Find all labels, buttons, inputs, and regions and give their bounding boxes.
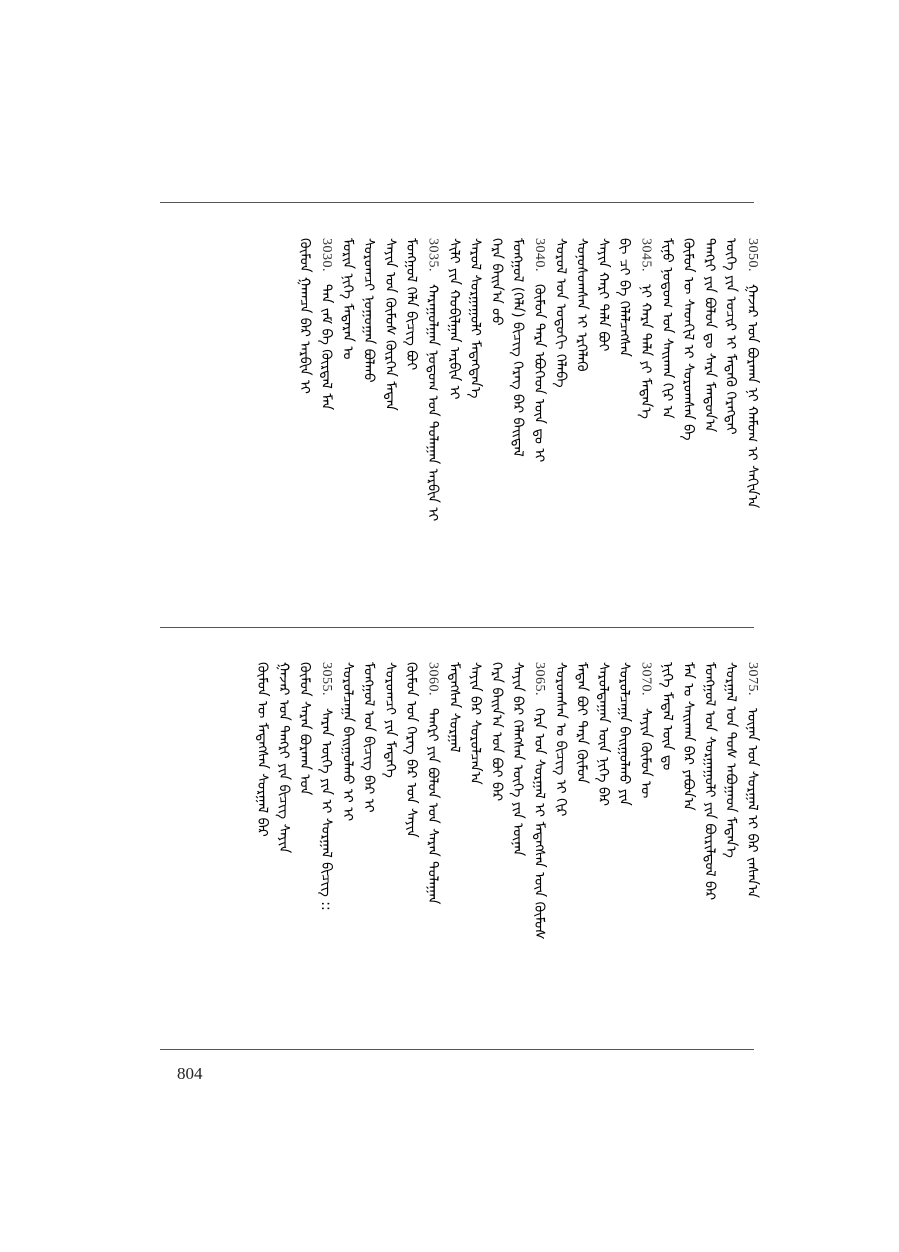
verse-column (531, 238, 551, 578)
verse-column (382, 662, 402, 1002)
mongolian-script-line: ᠰᠠᠷᠤᠯ ᠰᠤᠷᠭᠠᠭᠤᠯᠢ ᠮᠡᠳᠡᠭᠳᠡᠨ᠎ᠡ (467, 238, 484, 399)
mongolian-script-line: ᠰᠤᠷᠤᠯᠴᠠᠭᠠ ᠪᠠᠢᠭᠤᠯᠬᠤ ᠶᠢᠨ (616, 662, 633, 806)
line-number: 3055. (319, 662, 334, 696)
mongolian-script-line: ᠰᠠᠷᠤᠯᠳᠠᠭᠠᠨ ᠦᠨ ᠨᠢᠭᠡ ᠪᠡᠷ (594, 662, 611, 807)
line-number: 3030. (319, 238, 334, 272)
mongolian-script-line: ᠬᠦᠮᠦᠨ ᠦ ᠮᠡᠳᠡᠭᠰᠡᠨ ᠰᠤᠷᠭᠠᠯ ᠪᠡᠷ (254, 662, 271, 837)
mongolian-script-line: ᠰᠤᠷᠤᠯᠴᠠᠭᠠ ᠪᠠᠢᠭᠤᠯᠬᠤ ᠢ ᠢ (339, 662, 356, 822)
mongolian-script-line: ᠮᠣᠩᠭᠣᠯ ᠤᠨ ᠪᠢᠴᠢᠭ ᠪᠡᠷ ᠢ (360, 662, 377, 813)
mongolian-script-line: ᠬᠠᠷᠠᠭᠤᠯᠭᠠᠨ ᠨᠤᠲᠤᠭ ᠤᠨ ᠲᠤᠯᠠᠭᠠᠨ ᠠᠷᠪᠢᠨ ᠢ (424, 284, 441, 522)
upper-verse-block (160, 238, 760, 618)
verse-column (446, 662, 466, 1002)
mongolian-script-line: ᠦᠭᠡ ᠶᠢᠨ ᠤᠴᠢᠷ ᠢ ᠮᠡᠳᠡᠬᠦ ᠬᠡᠷᠡᠭᠲᠡᠢ (722, 238, 739, 435)
mongolian-script-line: ᠨᠢᠭᠡ ᠮᠡᠳᠡᠯ ᠦᠨ ᠳᠤ (658, 662, 675, 771)
verse-column (297, 238, 317, 578)
page-number: 804 (177, 1064, 203, 1083)
verse-column (616, 238, 636, 578)
mongolian-script-line: ᠲᠡᠩᠷᠢ ᠶᠢᠨ ᠪᠤᠯᠤᠨ ᠤᠨ ᠰᠠᠷᠠᠨ ᠲᠤᠯᠠᠭᠠᠨ (424, 708, 441, 905)
line-number: 3035. (425, 238, 441, 272)
mongolian-script-line: ᠨᠢ ᠬᠠᠷᠠ ᠲᠠᠯᠠ ᠶᠢ ᠮᠡᠳᠡᠨ᠎ᠡ (637, 284, 654, 419)
verse-column (403, 662, 423, 1002)
mongolian-script-line: ᠮᠡᠳᠡᠭᠰᠡᠨ ᠰᠤᠷᠭᠠᠯ (445, 662, 462, 753)
verse-column (339, 662, 359, 1002)
verse-column (254, 662, 274, 1002)
mongolian-script-line: ᠰᠤᠷᠤᠭᠴᠢ ᠶᠢᠨ ᠮᠡᠳᠡᠭᠡ (381, 662, 398, 778)
mongolian-script-line: ᠮᠢᠨᠤ ᠨᠤᠲᠤᠭ ᠤᠨ ᠰᠠᠢᠬᠠᠨ ᠬᠢᠷ ᠠ (658, 238, 675, 419)
mongolian-script-line: ᠬᠦᠮᠦᠨ ᠲᠡᠷᠡ ᠡᠪᠦᠭᠡᠳ ᠦᠨ ᠳᠤ ᠢ (531, 284, 547, 463)
mongolian-script-line: ᠰᠠᠶᠢᠨ ᠪᠡᠷ ᠰᠤᠷᠤᠯᠴᠠᠨ᠎ᠠ (467, 662, 484, 785)
verse-column (659, 662, 679, 1002)
verse-column (595, 238, 615, 578)
verse-column (616, 662, 636, 1002)
middle-rule (160, 627, 754, 628)
verse-column (659, 238, 679, 578)
mongolian-script-line: ᠰᠢᠯᠢ ᠶᠢᠨ ᠬᠤᠪᠢᠯᠭᠠᠨ ᠠᠷᠪᠢᠨ ᠢ (445, 238, 462, 400)
mongolian-script-line: ᠰᠤᠨᠤᠰᠤᠭᠰᠠᠨ ᠢ ᠡᠷᠬᠡᠯᠡᠬᠦ (573, 238, 590, 372)
verse-column (701, 662, 721, 1002)
mongolian-script-line: ᠰᠠᠶᠢᠨ ᠬᠠᠷᠢ ᠲᠠᠯᠠ ᠪᠤᠢ (594, 238, 611, 352)
verse-column (488, 238, 508, 578)
mongolian-script-line: ᠪᠢ ᠴᠢ ᠪᠠ ᠬᠡᠯᠡᠯᠴᠡᠭᠰᠡᠨ (616, 238, 633, 357)
verse-column (382, 238, 402, 578)
mongolian-script-line: ᠬᠦᠮᠦᠨ ᠤᠨ ᠬᠡᠷᠡᠭ ᠪᠡᠷ ᠤᠨ ᠰᠠᠶᠢᠨ (403, 662, 420, 838)
verse-column (638, 662, 658, 1002)
verse-column (723, 238, 743, 578)
verse-column (446, 238, 466, 578)
verse-column (339, 238, 359, 578)
line-number: 3050. (745, 238, 760, 272)
line-number: 3060. (425, 662, 441, 696)
verse-column (318, 662, 338, 1002)
verse-column (744, 238, 764, 578)
verse-column (318, 238, 338, 578)
mongolian-script-line: ᠮᠡᠳᠡᠨ ᠪᠤᠢ ᠲᠡᠷᠡ ᠬᠦᠮᠦᠨ (573, 662, 590, 784)
verse-column (361, 662, 381, 1002)
verse-column (680, 662, 700, 1002)
verse-column (744, 662, 764, 1002)
mongolian-script-line: ᠮᠠᠨ ᠤ ᠰᠠᠢᠬᠠᠨ ᠪᠡᠷ ᠶᠠᠪᠤᠨ᠎ᠠ (680, 662, 697, 811)
verse-column (467, 238, 487, 578)
mongolian-script-line: ᠰᠠᠶᠢᠨ ᠪᠡᠷ ᠬᠡᠯᠡᠭᠰᠡᠨ ᠦᠭᠡ ᠶᠢᠨ ᠦᠨᠡᠨ (509, 662, 526, 857)
line-number: 3075. (745, 662, 760, 696)
verse-column (403, 238, 423, 578)
mongolian-script-line: ᠬᠡᠷᠡ ᠪᠠᠢᠨ᠎ᠠ ᠤᠨ ᠪᠤᠢ ᠪᠡᠷ (488, 662, 505, 802)
verse-column (510, 238, 530, 578)
verse-column (275, 662, 295, 1002)
mongolian-script-line: ᠲᠡᠩᠷᠢ ᠶᠢᠨ ᠪᠤᠯᠤᠨ ᠳᠤ ᠰᠠᠷᠠ ᠮᠠᠨᠳᠤᠨ᠎ᠠ (701, 238, 718, 433)
verse-column (701, 238, 721, 578)
mongolian-script-line: ᠬᠦᠮᠦᠨ ᠭᠠᠭᠴᠠ ᠪᠡᠷ ᠠᠷᠪᠢᠨ ᠢ (296, 238, 313, 394)
verse-column (488, 662, 508, 1002)
verse-column (361, 238, 381, 578)
mongolian-script-line: ᠮᠤᠷᠢᠨ ᠨᠢᠭᠡ ᠮᠡᠳᠡᠷᠡᠨ ᠤ (339, 238, 356, 360)
mongolian-script-line: ᠬᠡᠷᠡ ᠤᠨ ᠰᠤᠷᠭᠠᠯ ᠢ ᠮᠡᠳᠡᠭᠰᠡᠨ ᠦᠨ ᠬᠦᠮᠦᠰ (531, 708, 547, 940)
mongolian-script-line: ᠮᠣᠩᠭᠣᠯ ᠤᠨ ᠰᠤᠷᠭᠠᠭᠤᠯᠢ ᠶᠢᠨ ᠪᠦᠷᠢᠯᠳᠦᠯ ᠪᠡᠷ (701, 662, 718, 901)
mongolian-script-line: ᠰᠤᠷᠤᠭᠴᠢ ᠨᠤᠭᠤᠭᠠᠨ ᠪᠤᠯᠬᠤ (360, 238, 377, 383)
lower-verse-block (160, 662, 760, 1042)
line-number: 3040. (532, 238, 547, 272)
mongolian-script-line: ᠮᠣᠩᠭᠣᠯ ᠬᠡᠯᠡ ᠪᠢᠴᠢᠭ ᠪᠤᠢ (403, 238, 420, 371)
verse-column (297, 662, 317, 1002)
verse-column (552, 238, 572, 578)
verse-column (425, 662, 445, 1002)
mongolian-script-line: ᠰᠠᠶᠢᠨ ᠬᠦᠮᠦᠨ ᠦ (637, 708, 654, 799)
verse-column (531, 662, 551, 1002)
top-rule (160, 202, 754, 203)
verse-column (510, 662, 530, 1002)
mongolian-script-line: ᠰᠤᠷᠭᠠᠯ ᠤᠨ ᠲᠤᠰ ᠠᠪᠤᠭᠠᠳ ᠮᠡᠳᠡᠨ᠎ᠡ (722, 662, 739, 858)
line-number: 3070. (638, 662, 654, 696)
verse-column (574, 238, 594, 578)
line-number: 3065. (532, 662, 547, 696)
mongolian-script-line: ᠬᠦᠮᠦᠨ ᠰᠠᠷᠠᠨ ᠪᠤᠷᠬᠠᠨ ᠤᠨ (296, 662, 313, 796)
line-number: 3045. (638, 238, 654, 272)
verse-column (552, 662, 572, 1002)
verse-column (467, 662, 487, 1002)
verse-column (723, 662, 743, 1002)
mongolian-script-line: ᠬᠡᠷᠡ ᠪᠠᠢᠨ᠎ᠠ ᠦᠦ (488, 238, 505, 326)
verse-column (680, 238, 700, 578)
mongolian-script-line: ᠦᠨᠡᠨ ᠤᠨ ᠰᠤᠷᠭᠠᠯ ᠢ ᠪᠡᠷ ᠵᠠᠰᠠᠨ᠎ᠠ (744, 708, 760, 898)
verse-column (595, 662, 615, 1002)
mongolian-script-line: ᠭᠠᠵᠠᠷ ᠤᠨ ᠪᠤᠷᠬᠠᠨ ᠨᠢ ᠬᠠᠮᠤᠭ ᠢ ᠰᠠᠬᠢᠨ᠎ᠠ (744, 284, 760, 509)
verse-column (574, 662, 594, 1002)
mongolian-script-line: ᠬᠦᠮᠦᠨ ᠦ ᠰᠡᠳᠬᠢᠯ ᠢ ᠰᠤᠷᠤᠭᠰᠠᠨ ᠪᠠ (680, 238, 697, 441)
mongolian-script-line: ᠰᠠᠷᠠᠨ ᠦᠭᠡ ᠶᠢᠨ ᠢ ᠰᠤᠷᠭᠠᠯ ᠪᠢᠴᠢᠭ :: (318, 708, 334, 911)
verse-column (425, 238, 445, 578)
mongolian-script-line: ᠮᠣᠩᠭᠣᠯ (ᠬᠡᠯᠡ) ᠪᠢᠴᠢᠭ ᠬᠡᠷᠡᠭ ᠪᠡᠷ ᠪᠠᠢᠳᠠᠯ (509, 238, 526, 457)
mongolian-script-line: ᠰᠠᠶᠢᠨ ᠤᠨ ᠬᠦᠮᠦᠰ ᠬᠦᠷᠭᠡᠨ ᠮᠡᠳᠡᠨ (381, 238, 398, 411)
mongolian-script-line: ᠲᠠᠨ ᠵᠠᠮ ᠪᠠ ᠬᠦᠷᠲᠡᠯ ᠮᠠᠨ (318, 284, 334, 411)
mongolian-script-line: ᠰᠤᠷᠤᠭᠰᠠᠨ ᠤ ᠪᠢᠴᠢᠭ ᠢ ᠬᠢᠷ (552, 662, 569, 817)
mongolian-script-line: ᠭᠠᠵᠠᠷ ᠤᠨ ᠲᠡᠩᠷᠢ ᠶᠢᠨ ᠪᠢᠴᠢᠭ ᠰᠠᠶᠢᠨ (275, 662, 292, 854)
verse-column (638, 238, 658, 578)
mongolian-script-line: ᠰᠤᠷᠤᠯ ᠤᠨ ᠣᠳᠣᠬᠢ ᠬᠡᠯᠡᠪᠡ (552, 238, 569, 388)
bottom-rule (160, 1049, 754, 1050)
